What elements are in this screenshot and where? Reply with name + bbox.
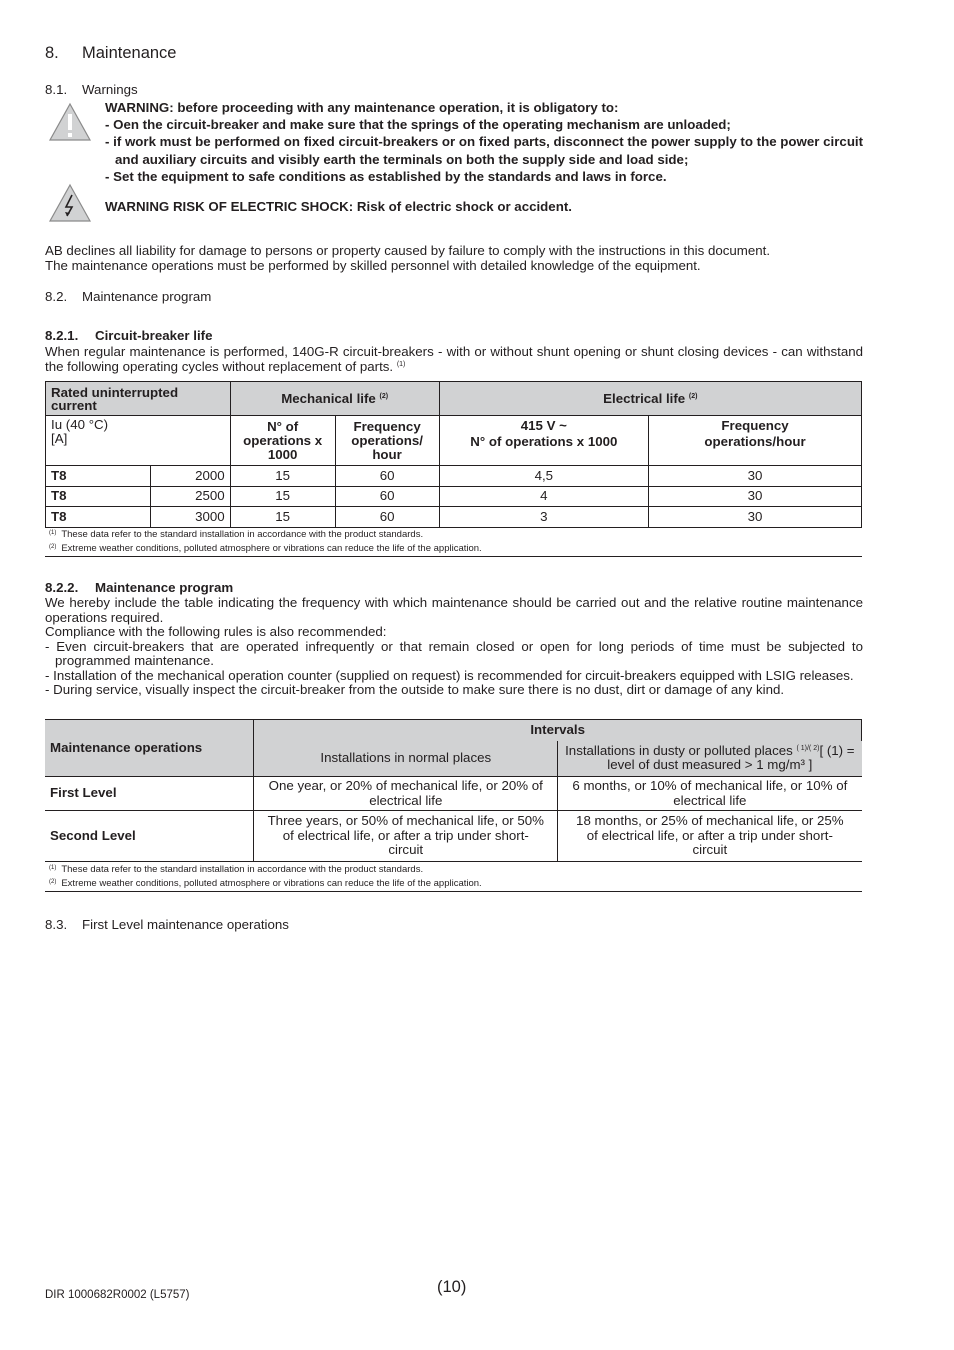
program-number: 8.2.	[45, 289, 68, 304]
table-row	[46, 507, 862, 528]
subheader-iu: Iu (40 °C) [A]	[46, 416, 231, 466]
cell-elec-freq: 30	[649, 486, 862, 507]
warning-triangle-icon	[48, 102, 92, 142]
cell-mech: 15	[230, 507, 335, 528]
footnote: $^{(1)}$ These data refer to the standard installation in accordance with the product standards.	[49, 529, 424, 540]
program-title: Maintenance program	[82, 289, 212, 304]
cell-elec: 4,5	[439, 466, 649, 487]
footnote-ref: (1)	[396, 360, 406, 368]
table-row	[45, 811, 862, 862]
warnings-number: 8.1.	[45, 82, 68, 97]
cell-mech-freq: 60	[335, 466, 439, 487]
mprog-item: - Even circuit-breakers that are operated infrequently or that remain closed or open for long periods of time must be subjected to programmed maintenance.	[45, 638, 863, 668]
cell-level: Second Level	[45, 811, 254, 862]
life-number: 8.2.1.	[45, 328, 79, 343]
first-level-title: First Level maintenance operations	[82, 917, 289, 932]
disclaimer-line: The maintenance operations must be performed by skilled personnel with detailed knowledge of the equipment.	[45, 257, 701, 273]
section-number: 8.	[45, 44, 59, 62]
life-heading	[45, 328, 213, 343]
cell-iu: 2500	[150, 486, 230, 507]
cell-elec: 4	[439, 486, 649, 507]
cell-elec: 3	[439, 507, 649, 528]
cell-type: T8	[46, 486, 151, 507]
subheader-mech-freq: Frequency operations/ hour	[335, 416, 439, 466]
cell-iu: 2000	[150, 466, 230, 487]
shock-warning: WARNING RISK OF ELECTRIC SHOCK: Risk of electric shock or accident.	[105, 199, 572, 214]
life-table	[45, 381, 862, 528]
warning-item: - Set the equipment to safe conditions as established by the standards and laws in force.	[105, 168, 667, 184]
subheader-elec-ops: 415 V ~ N° of operations x 1000	[439, 416, 649, 466]
page-number: (10)	[437, 1278, 467, 1296]
mprog-paragraph: We hereby include the table indicating the frequency with which maintenance should be carried out and the relative routine maintenance operations required.	[45, 595, 863, 625]
mprog-item: - During service, visually inspect the circuit-breaker from the outside to make sure there is no dust, dirt or damage of any kind.	[45, 682, 785, 697]
header-mechanical-life: Mechanical life $^{(2)}$	[230, 382, 439, 416]
mprog-body	[45, 596, 863, 698]
warning-item: - Oen the circuit-breaker and make sure that the springs of the operating mechanism are unloaded;	[105, 117, 731, 133]
header-intervals: Intervals	[254, 720, 862, 741]
footer-doc-id: DIR 1000682R0002 (L5757)	[45, 1289, 190, 1301]
table-header-row	[46, 382, 862, 416]
disclaimer	[45, 244, 863, 273]
cell-elec-freq: 30	[649, 466, 862, 487]
cell-iu: 3000	[150, 507, 230, 528]
header-rated-current: Rated uninterrupted current	[46, 382, 231, 416]
warnings-heading	[45, 82, 138, 97]
life-text: When regular maintenance is performed, 140G-R circuit-breakers - with or without shunt opening or shunt closing devices - can withstand the following operating cycles without replacement of parts.	[45, 344, 863, 374]
mprog-heading	[45, 580, 233, 595]
cell-type: T8	[46, 507, 151, 528]
table-row	[46, 466, 862, 487]
mprog-item: - Installation of the mechanical operation counter (supplied on request) is recommended for circuit-breakers equipped with LSIG releases.	[45, 667, 854, 683]
cell-normal: One year, or 20% of mechanical life, or 20% of electrical life	[254, 777, 558, 811]
mprog-footnotes	[45, 863, 862, 892]
first-level-heading	[45, 917, 289, 932]
mprog-number: 8.2.2.	[45, 580, 79, 595]
table-row	[46, 486, 862, 507]
header-maintenance-ops: Maintenance operations	[45, 720, 254, 777]
mprog-title: Maintenance program	[95, 580, 234, 595]
header-normal-places: Installations in normal places	[254, 741, 558, 777]
cell-mech: 15	[230, 486, 335, 507]
subheader-elec-freq: Frequency operations/hour	[649, 416, 862, 466]
warnings-title: Warnings	[82, 82, 138, 97]
cell-mech-freq: 60	[335, 507, 439, 528]
warning-block	[105, 99, 865, 185]
electric-shock-icon	[48, 183, 92, 223]
life-footnotes	[45, 528, 862, 557]
footnote: $^{(2)}$ Extreme weather conditions, polluted atmosphere or vibrations can reduce the life of the application.	[49, 543, 482, 554]
warning-item: - if work must be performed on fixed circuit-breakers or on fixed parts, disconnect the power supply to the power circuit and auxiliary circuits and visibly earth the terminals on both the supply side and load side;	[105, 134, 864, 167]
footnote: $^{(2)}$ Extreme weather conditions, polluted atmosphere or vibrations can reduce the life of the application.	[49, 878, 482, 889]
cell-elec-freq: 30	[649, 507, 862, 528]
table-subheader-row	[46, 416, 862, 466]
first-level-number: 8.3.	[45, 917, 68, 932]
cell-dusty: 18 months, or 25% of mechanical life, or 25% of electrical life, or after a trip under short-circuit	[558, 811, 862, 862]
disclaimer-line: AB declines all liability for damage to persons or property caused by failure to comply with the instructions in this document.	[45, 243, 771, 258]
cell-type: T8	[46, 466, 151, 487]
subheader-mech-ops: N° of operations x 1000	[230, 416, 335, 466]
header-dusty-places: Installations in dusty or polluted places $^{( 1)/( 2)}$[ (1) = level of dust measured > 1 mg/m³ ]	[558, 741, 862, 777]
program-heading	[45, 289, 211, 304]
mprog-paragraph: Compliance with the following rules is also recommended:	[45, 624, 387, 639]
cell-mech-freq: 60	[335, 486, 439, 507]
life-paragraph	[45, 345, 863, 374]
cell-dusty: 6 months, or 10% of mechanical life, or 10% of electrical life	[558, 777, 862, 811]
life-title: Circuit-breaker life	[95, 328, 213, 343]
section-title-text: Maintenance	[82, 44, 177, 62]
cell-level: First Level	[45, 777, 254, 811]
cell-normal: Three years, or 50% of mechanical life, or 50% of electrical life, or after a trip under short-circuit	[254, 811, 558, 862]
footnote: $^{(1)}$ These data refer to the standard installation in accordance with the product standards.	[49, 864, 424, 875]
cell-mech: 15	[230, 466, 335, 487]
table-header-row	[45, 720, 862, 741]
table-row	[45, 777, 862, 811]
maintenance-table	[45, 719, 862, 862]
warning-intro: WARNING: before proceeding with any maintenance operation, it is obligatory to:	[105, 100, 619, 115]
section-title	[45, 44, 176, 62]
header-electrical-life: Electrical life $^{(2)}$	[439, 382, 861, 416]
